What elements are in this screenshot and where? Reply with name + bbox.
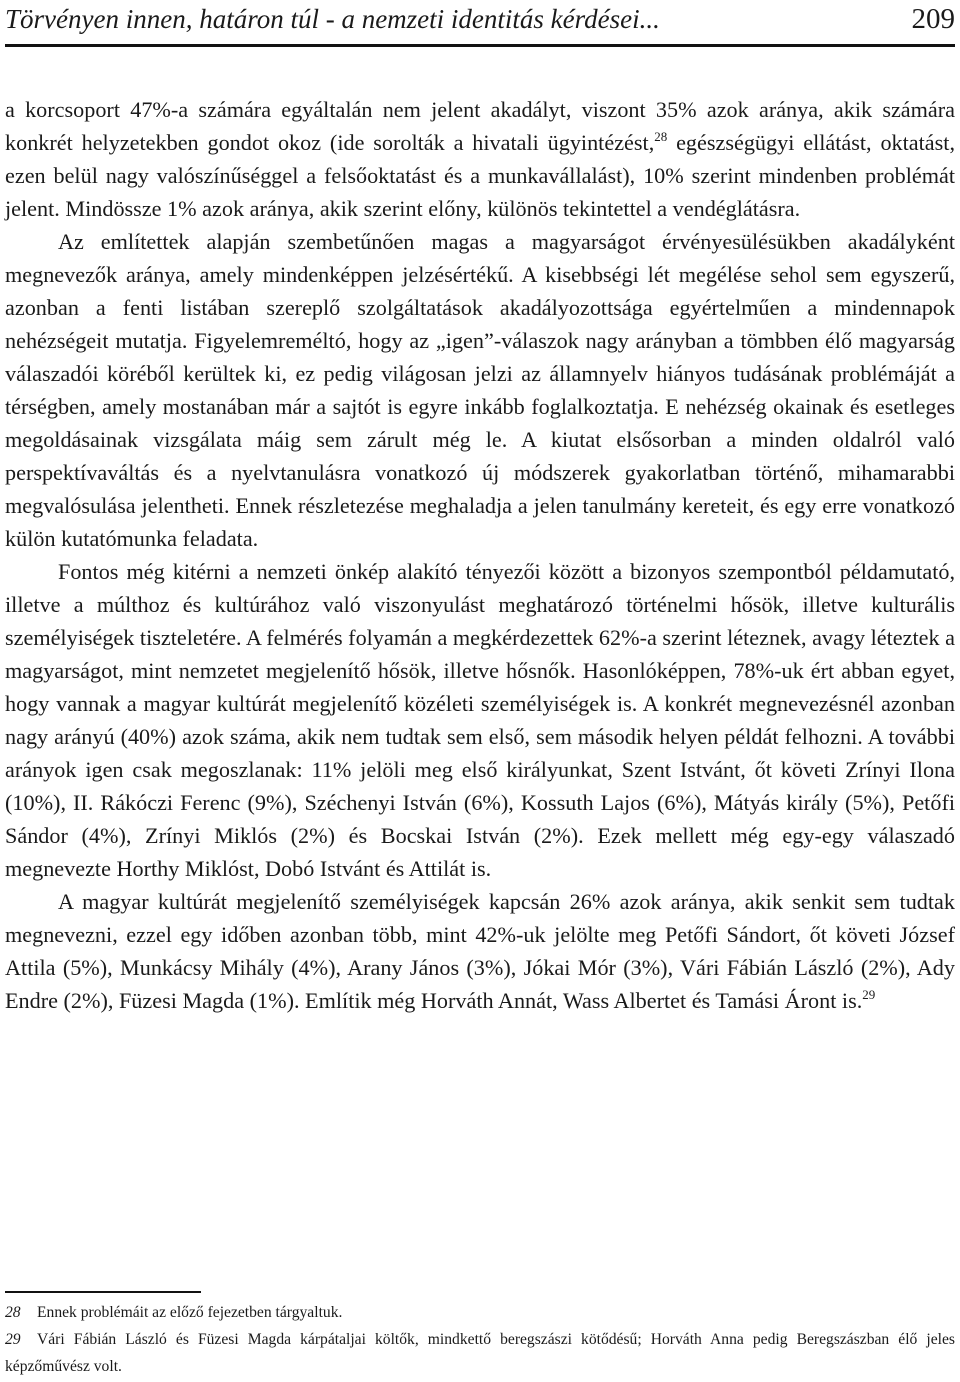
paragraph-1-text-cont: egészségügyi ellátást, oktatást, ezen belül nagy valószínűséggel a felsőoktatást és a munkavállalást), 10% szerint mindenben problémát jelent. Mindössze 1% azok aránya, akik szerint előny, különös tekintettel a vendéglátásra. <box>5 130 955 221</box>
body-text <box>5 93 955 1017</box>
paragraph-1 <box>5 93 955 225</box>
footnote-number: 28 <box>5 1304 21 1321</box>
footnote-text: Vári Fábián László és Füzesi Magda kárpátaljai költők, mindkettő beregszászi kötődésű; Horváth Anna pedig Beregszászban élő jeles képzőművész volt. <box>5 1331 955 1375</box>
paragraph-4 <box>5 885 955 1017</box>
paragraph-1-text: a korcsoport 47%-a számára egyáltalán nem jelent akadályt, viszont 35% azok aránya, akik számára konkrét helyzetekben gondot okoz (ide sorolták a hivatali ügyintézést, <box>5 97 955 155</box>
document-page <box>5 0 955 1375</box>
footnote-29 <box>5 1326 955 1380</box>
footnote-text: Ennek problémáit az előző fejezetben tárgyaltuk. <box>37 1304 343 1321</box>
footnotes <box>5 1299 955 1380</box>
paragraph-2-text: Az említettek alapján szembetűnően magas a magyarságot érvényesülésükben akadályként megnevezők aránya, amely mindenképpen jelzésértékű. A kisebbségi lét megélése sehol sem egyszerű, azonban a fenti listában szereplő szolgáltatások akadályozottsága egyértelműen a mindennapok nehézségeit mutatja. Figyelemreméltó, hogy az „igen”-válaszok nagy arányban a tömbben élő magyarság válaszadói köréből kerültek ki, ez pedig világosan jelzi az államnyelv hiányos tudásának problémáját a térségben, amely mostanában már a sajtót is egyre inkább foglalkoztatja. E nehézség okainak és esetleges megoldásainak vizsgálata máig sem zárult még le. A kiutat elsősorban a minden oldalról való perspektívaváltás és a nyelvtanulásra vonatkozó új módszerek gyakorlatban történő, mihamarabbi megvalósulása jelentheti. Ennek részletezése meghaladja a jelen tanulmány kereteit, és egy erre vonatkozó külön kutatómunka feladata. <box>5 229 955 551</box>
paragraph-2 <box>5 225 955 555</box>
footnote-number: 29 <box>5 1331 21 1348</box>
running-header <box>5 0 955 47</box>
paragraph-4-text: A magyar kultúrát megjelenítő személyiségek kapcsán 26% azok aránya, akik senkit sem tudtak megnevezni, ezzel egy időben azonban több, mint 42%-uk jelölte meg Petőfi Sándort, őt követi József Attila (5%), Munkácsy Mihály (4%), Arany János (3%), Jókai Mór (3%), Vári Fábián László (2%), Ady Endre (2%), Füzesi Magda (1%). Említik még Horváth Annát, Wass Albertet és Tamási Áront is. <box>5 889 955 1013</box>
footnote-ref-28[interactable]: 28 <box>654 129 668 144</box>
footnote-ref-29[interactable]: 29 <box>862 987 876 1002</box>
page-number: 209 <box>911 3 955 35</box>
paragraph-3 <box>5 555 955 885</box>
footnote-28 <box>5 1299 955 1326</box>
paragraph-3-text: Fontos még kitérni a nemzeti önkép alakító tényezői között a bizonyos szempontból példamutató, illetve a múlthoz és kultúrához való viszonyulást meghatározó történelmi hősök, illetve kulturális személyiségek tiszteletére. A felmérés folyamán a megkérdezettek 62%-a szerint léteznek, avagy léteztek a magyarságot, mint nemzetet megjelenítő hősök, illetve hősnők. Hasonlóképpen, 78%-uk ért abban egyet, hogy vannak a magyar kultúrát megjelenítő közéleti személyiségek is. A konkrét megnevezésnél azonban nagy arányú (40%) azok száma, akik nem tudtak sem első, sem második helyen példát felhozni. A további arányok igen csak megoszlanak: 11% jelöli meg első királyunkat, Szent Istvánt, őt követi Zrínyi Ilona (10%), II. Rákóczi Ferenc (9%), Széchenyi István (6%), Kossuth Lajos (6%), Mátyás király (5%), Petőfi Sándor (4%), Zrínyi Miklós (2%) és Bocskai István (2%). Ezek mellett még egy-egy válaszadó megnevezte Horthy Miklóst, Dobó Istvánt és Attilát is. <box>5 559 955 881</box>
footnote-separator <box>5 1291 201 1293</box>
running-title: Törvényen innen, határon túl - a nemzeti identitás kérdései... <box>5 4 660 34</box>
